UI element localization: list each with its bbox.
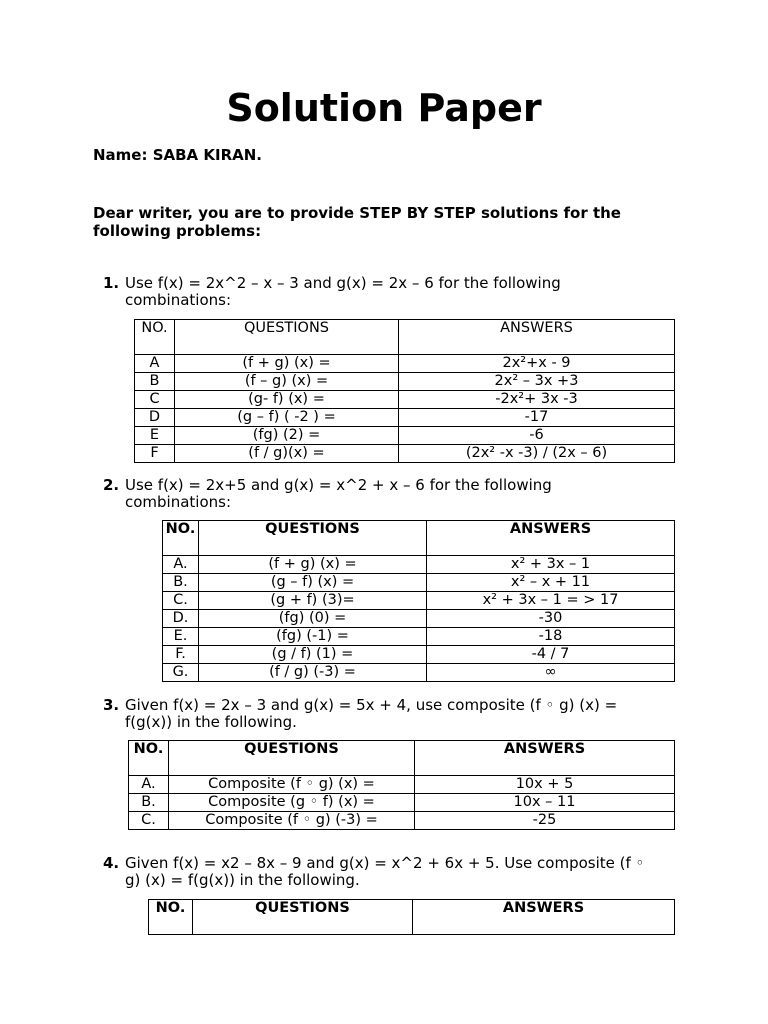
row-question: (g / f) (1) = (199, 646, 427, 664)
row-question: (f + g) (x) = (175, 355, 399, 373)
col-no-header: NO. (129, 741, 169, 776)
row-answer: x² + 3x – 1 = > 17 (427, 592, 675, 610)
row-question: (g – f) (x) = (199, 574, 427, 592)
row-answer: 2x² – 3x +3 (399, 373, 675, 391)
table-row (135, 391, 675, 409)
row-answer: ∞ (427, 664, 675, 682)
question-3 (103, 697, 653, 731)
table-row (163, 628, 675, 646)
row-answer: x² – x + 11 (427, 574, 675, 592)
row-no: D (135, 409, 175, 427)
question-1 (103, 275, 653, 309)
question-text: Use f(x) = 2x+5 and g(x) = x^2 + x – 6 for the following combinations: (125, 476, 552, 511)
student-name: Name: SABA KIRAN. (93, 146, 262, 164)
row-question: Composite (f ◦ g) (x) = (169, 776, 415, 794)
row-question: (g + f) (3)= (199, 592, 427, 610)
col-answers-header: ANSWERS (415, 741, 675, 776)
row-no: A (135, 355, 175, 373)
question-text: Given f(x) = x2 – 8x – 9 and g(x) = x^2 + 6x + 5. Use composite (f ◦ g) (x) = f(g(x)) in the following. (125, 854, 645, 889)
table-row (163, 556, 675, 574)
col-answers-header: ANSWERS (399, 320, 675, 355)
col-questions-header: QUESTIONS (193, 900, 413, 935)
question-text: Use f(x) = 2x^2 – x – 3 and g(x) = 2x – 6 for the following combinations: (125, 274, 561, 309)
row-question: (f / g) (-3) = (199, 664, 427, 682)
table-row (135, 427, 675, 445)
question-number: 2. (103, 476, 120, 494)
row-answer: -30 (427, 610, 675, 628)
row-question: (f + g) (x) = (199, 556, 427, 574)
answer-table-3 (128, 740, 675, 830)
row-answer: -18 (427, 628, 675, 646)
answer-table-1 (134, 319, 675, 463)
row-answer: -6 (399, 427, 675, 445)
row-no: E. (163, 628, 199, 646)
question-number: 1. (103, 274, 120, 292)
table-row (163, 664, 675, 682)
question-2 (103, 477, 653, 511)
row-no: B (135, 373, 175, 391)
table-row (135, 355, 675, 373)
row-answer: -4 / 7 (427, 646, 675, 664)
table-row (135, 445, 675, 463)
row-answer: 10x – 11 (415, 794, 675, 812)
row-no: C (135, 391, 175, 409)
row-no: C. (163, 592, 199, 610)
col-no-header: NO. (149, 900, 193, 935)
page-title: Solution Paper (226, 86, 542, 130)
col-questions-header: QUESTIONS (175, 320, 399, 355)
row-question: (fg) (0) = (199, 610, 427, 628)
row-question: Composite (f ◦ g) (-3) = (169, 812, 415, 830)
question-number: 3. (103, 696, 120, 714)
row-question: (f – g) (x) = (175, 373, 399, 391)
table-row (129, 812, 675, 830)
row-question: (fg) (2) = (175, 427, 399, 445)
row-question: (fg) (-1) = (199, 628, 427, 646)
col-questions-header: QUESTIONS (169, 741, 415, 776)
table-row (163, 574, 675, 592)
col-no-header: NO. (163, 521, 199, 556)
row-question: (f / g)(x) = (175, 445, 399, 463)
col-answers-header: ANSWERS (427, 521, 675, 556)
row-answer: 10x + 5 (415, 776, 675, 794)
table-row (129, 776, 675, 794)
row-no: D. (163, 610, 199, 628)
row-no: B. (129, 794, 169, 812)
row-answer: 2x²+x - 9 (399, 355, 675, 373)
table-row (163, 646, 675, 664)
answer-table-2 (162, 520, 675, 682)
table-row (135, 409, 675, 427)
row-no: G. (163, 664, 199, 682)
row-no: B. (163, 574, 199, 592)
answer-table-4 (148, 899, 675, 935)
row-no: C. (129, 812, 169, 830)
row-question: (g – f) ( -2 ) = (175, 409, 399, 427)
row-no: E (135, 427, 175, 445)
row-question: Composite (g ◦ f) (x) = (169, 794, 415, 812)
table-row (163, 592, 675, 610)
row-answer: -17 (399, 409, 675, 427)
question-text: Given f(x) = 2x – 3 and g(x) = 5x + 4, use composite (f ◦ g) (x) = f(g(x)) in the following. (125, 696, 618, 731)
col-answers-header: ANSWERS (413, 900, 675, 935)
question-4 (103, 855, 653, 889)
row-no: A. (129, 776, 169, 794)
table-row (129, 794, 675, 812)
row-answer: -25 (415, 812, 675, 830)
col-no-header: NO. (135, 320, 175, 355)
row-answer: -2x²+ 3x -3 (399, 391, 675, 409)
row-no: A. (163, 556, 199, 574)
row-no: F. (163, 646, 199, 664)
row-answer: (2x² -x -3) / (2x – 6) (399, 445, 675, 463)
row-answer: x² + 3x – 1 (427, 556, 675, 574)
question-number: 4. (103, 854, 120, 872)
row-no: F (135, 445, 175, 463)
row-question: (g- f) (x) = (175, 391, 399, 409)
table-row (135, 373, 675, 391)
table-row (163, 610, 675, 628)
instructions: Dear writer, you are to provide STEP BY STEP solutions for the following problems: (93, 204, 621, 240)
col-questions-header: QUESTIONS (199, 521, 427, 556)
